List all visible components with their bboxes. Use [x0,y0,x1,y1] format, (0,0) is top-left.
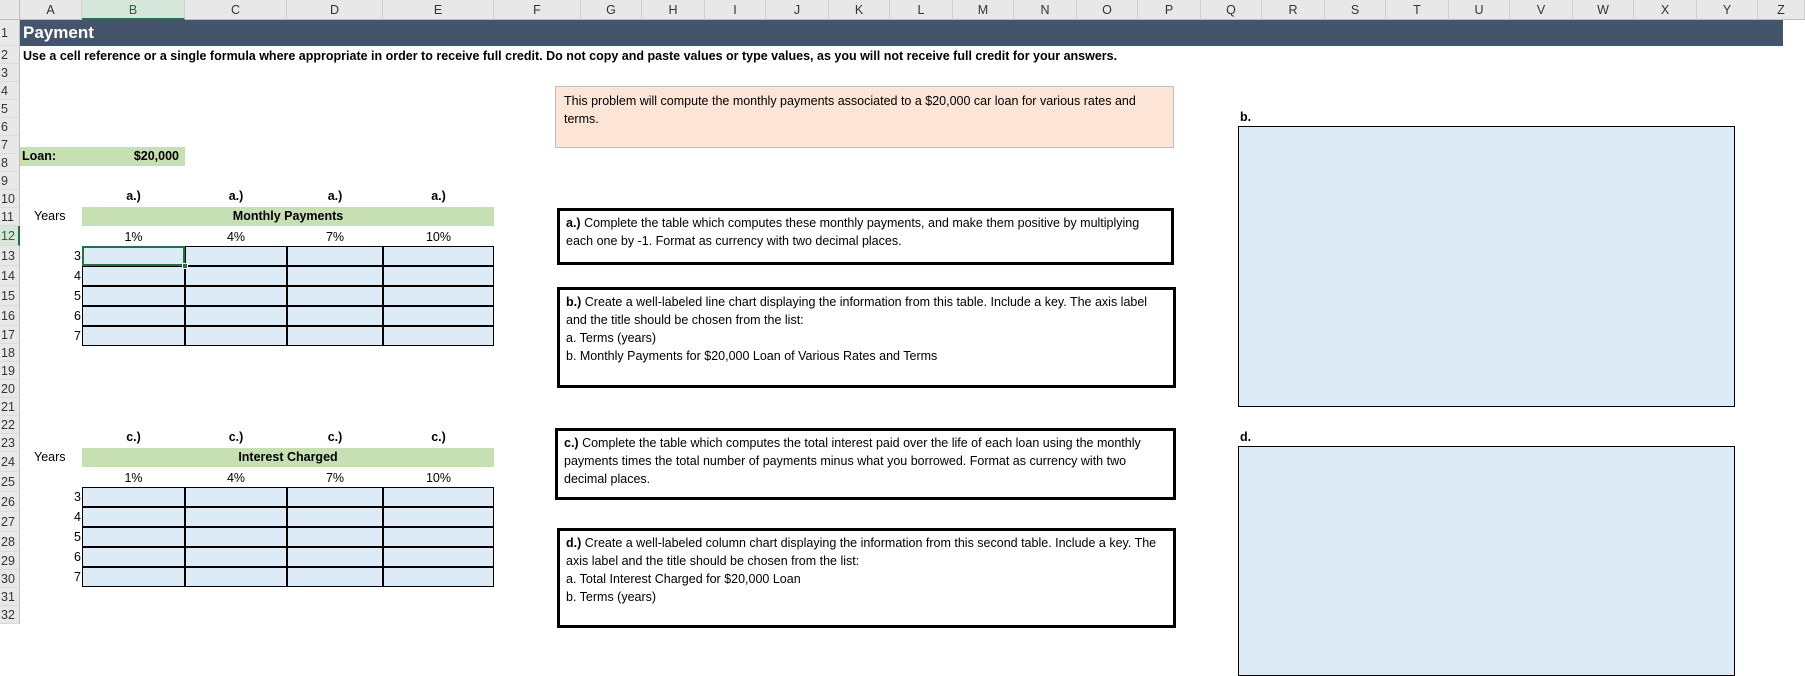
column-header-f[interactable]: F [494,0,581,20]
row-header-22[interactable]: 22 [0,416,20,434]
answer-cell[interactable] [383,487,494,507]
question-c-label: c.) [564,436,579,450]
sheet-title: Payment [20,20,1783,46]
answer-cell[interactable] [82,286,185,306]
part-label: a.) [431,189,446,203]
answer-cell[interactable] [82,507,185,527]
instructions-text: Use a cell reference or a single formula where appropriate in order to receive full credit. Do not copy and paste values or type values, as you will not receive full credit for your answers. [23,49,1118,63]
intro-note-text: This problem will compute the monthly payments associated to a $20,000 car loan for various rates and terms. [564,94,1136,126]
column-header-w[interactable]: W [1573,0,1634,20]
question-d-option: b. Terms (years) [566,590,657,604]
answer-cell[interactable] [185,326,287,346]
question-d-text: Create a well-labeled column chart displaying the information from this second table. Include a key. The axis label and the title should be chosen from the list: [566,536,1157,568]
question-d-label: d.) [566,536,582,550]
loan-label[interactable]: Loan: [20,147,82,166]
term-years[interactable]: 5 [74,530,81,544]
interest-charged-header[interactable]: Interest Charged [82,448,494,467]
column-header-b[interactable]: B [82,0,185,20]
question-b-box [557,287,1176,388]
answer-cell[interactable] [82,487,185,507]
answer-cell[interactable] [185,286,287,306]
rate-header[interactable]: 1% [124,230,143,244]
rate-header[interactable]: 1% [124,471,143,485]
row-header-16[interactable]: 16 [0,306,20,326]
answer-cell[interactable] [185,246,287,266]
part-label: c.) [126,430,141,444]
row-header-25[interactable]: 25 [0,472,20,492]
rate-header[interactable]: 7% [325,471,345,485]
answer-cell[interactable] [287,306,383,326]
term-years[interactable]: 4 [74,510,81,524]
term-years[interactable]: 5 [74,289,81,303]
select-all-corner[interactable] [0,0,20,20]
answer-cell[interactable] [82,547,185,567]
column-header-e[interactable]: E [383,0,494,20]
question-c-text: Complete the table which computes the total interest paid over the life of each loan using the monthly payments times the total number of payments minus what you borrowed. Format as currency with two decimal places. [564,436,1141,486]
column-header-n[interactable]: N [1014,0,1077,20]
row-header-8[interactable]: 8 [0,154,20,172]
column-header-d[interactable]: D [287,0,383,20]
row-header-32[interactable]: 32 [0,606,20,624]
term-years[interactable]: 6 [74,550,81,564]
row-header-11[interactable]: 11 [0,208,20,226]
years-label: Years [34,209,66,223]
answer-cell[interactable] [82,306,185,326]
row-header-30[interactable]: 30 [0,570,20,588]
answer-cell[interactable] [82,567,185,587]
answer-cell[interactable] [287,266,383,286]
column-header-i[interactable]: I [705,0,766,20]
question-a-box [557,208,1174,265]
chart-b-label: b. [1240,110,1252,124]
column-header-a[interactable]: A [20,0,82,20]
column-header-c[interactable]: C [185,0,287,20]
column-header-u[interactable]: U [1449,0,1510,20]
column-header-h[interactable]: H [642,0,705,20]
row-header-2[interactable]: 2 [0,46,20,64]
row-header-3[interactable]: 3 [0,64,20,82]
rate-header[interactable]: 10% [425,230,452,244]
row-header-28[interactable]: 28 [0,532,20,552]
chart-b-placeholder[interactable] [1238,126,1735,407]
answer-cell[interactable] [82,246,185,266]
answer-cell[interactable] [287,246,383,266]
answer-cell[interactable] [185,567,287,587]
row-header-17[interactable]: 17 [0,326,20,344]
question-d-option: a. Total Interest Charged for $20,000 Loan [566,572,801,586]
row-header-24[interactable]: 24 [0,452,20,472]
answer-cell[interactable] [185,306,287,326]
column-header-o[interactable]: O [1077,0,1138,20]
answer-cell[interactable] [287,487,383,507]
intro-note [555,86,1174,148]
part-label: a.) [126,189,141,203]
row-header-27[interactable]: 27 [0,512,20,532]
question-b-label: b.) [566,295,582,309]
column-header-x[interactable]: X [1634,0,1697,20]
term-years[interactable]: 6 [74,309,81,323]
column-header-t[interactable]: T [1386,0,1449,20]
question-b-text: Create a well-labeled line chart displaying the information from this table. Include a key. The axis label and the title should be chosen from the list: [566,295,1148,327]
row-header-23[interactable]: 23 [0,434,20,452]
column-header-q[interactable]: Q [1201,0,1262,20]
answer-cell[interactable] [383,266,494,286]
row-header-7[interactable]: 7 [0,136,20,154]
term-years[interactable]: 3 [74,249,81,263]
answer-cell[interactable] [383,527,494,547]
column-header-s[interactable]: S [1325,0,1386,20]
row-header-20[interactable]: 20 [0,380,20,398]
answer-cell[interactable] [383,246,494,266]
column-header-r[interactable]: R [1262,0,1325,20]
chart-d-placeholder[interactable] [1238,446,1735,676]
row-header-18[interactable]: 18 [0,344,20,362]
row-header-1[interactable]: 1 [0,20,20,46]
answer-cell[interactable] [185,507,287,527]
answer-cell[interactable] [287,527,383,547]
column-header-l[interactable]: L [890,0,953,20]
term-years[interactable]: 7 [74,329,81,343]
part-label: c.) [327,430,343,444]
loan-value[interactable]: $20,000 [82,147,185,166]
question-d-box [557,528,1176,628]
row-header-6[interactable]: 6 [0,118,20,136]
answer-cell[interactable] [383,306,494,326]
row-header-19[interactable]: 19 [0,362,20,380]
answer-cell[interactable] [383,567,494,587]
row-header-12[interactable]: 12 [0,226,20,246]
part-label: c.) [431,430,446,444]
question-a-text: Complete the table which computes these monthly payments, and make them positive by multiplying each one by -1. Format as currency with two decimal places. [566,216,1140,248]
row-header-5[interactable]: 5 [0,100,20,118]
answer-cell[interactable] [287,547,383,567]
column-header-m[interactable]: M [953,0,1014,20]
part-label: a.) [228,189,244,203]
answer-cell[interactable] [287,567,383,587]
rate-header[interactable]: 7% [325,230,345,244]
answer-cell[interactable] [185,487,287,507]
row-header-13[interactable]: 13 [0,246,20,266]
monthly-payments-header[interactable]: Monthly Payments [82,207,494,226]
question-b-option: b. Monthly Payments for $20,000 Loan of Various Rates and Terms [566,349,938,363]
row-header-29[interactable]: 29 [0,552,20,570]
chart-d-label: d. [1240,430,1252,444]
row-header-21[interactable]: 21 [0,398,20,416]
row-header-10[interactable]: 10 [0,190,20,208]
answer-cell[interactable] [82,266,185,286]
question-b-option: a. Terms (years) [566,331,657,345]
answer-cell[interactable] [287,326,383,346]
part-label: c.) [228,430,244,444]
column-header-v[interactable]: V [1510,0,1573,20]
rate-header[interactable]: 4% [226,230,246,244]
row-header-14[interactable]: 14 [0,266,20,286]
column-header-g[interactable]: G [581,0,642,20]
rate-header[interactable]: 4% [226,471,246,485]
answer-cell[interactable] [383,286,494,306]
answer-cell[interactable] [383,326,494,346]
column-header-k[interactable]: K [829,0,890,20]
column-header-p[interactable]: P [1138,0,1201,20]
term-years[interactable]: 4 [74,269,81,283]
answer-cell[interactable] [82,527,185,547]
question-a-label: a.) [566,216,581,230]
row-header-4[interactable]: 4 [0,82,20,100]
answer-cell[interactable] [82,326,185,346]
row-header-26[interactable]: 26 [0,492,20,512]
answer-cell[interactable] [185,266,287,286]
column-header-j[interactable]: J [766,0,829,20]
term-years[interactable]: 3 [74,490,81,504]
part-label: a.) [327,189,343,203]
row-header-9[interactable]: 9 [0,172,20,190]
term-years[interactable]: 7 [74,570,81,584]
row-header-15[interactable]: 15 [0,286,20,306]
answer-cell[interactable] [383,547,494,567]
years-label: Years [34,450,66,464]
rate-header[interactable]: 10% [425,471,452,485]
column-header-z[interactable]: Z [1758,0,1805,20]
row-header-31[interactable]: 31 [0,588,20,606]
answer-cell[interactable] [287,507,383,527]
question-c-box [555,428,1176,500]
answer-cell[interactable] [287,286,383,306]
column-header-y[interactable]: Y [1697,0,1758,20]
answer-cell[interactable] [185,547,287,567]
fill-handle[interactable] [182,263,188,269]
answer-cell[interactable] [383,507,494,527]
answer-cell[interactable] [185,527,287,547]
